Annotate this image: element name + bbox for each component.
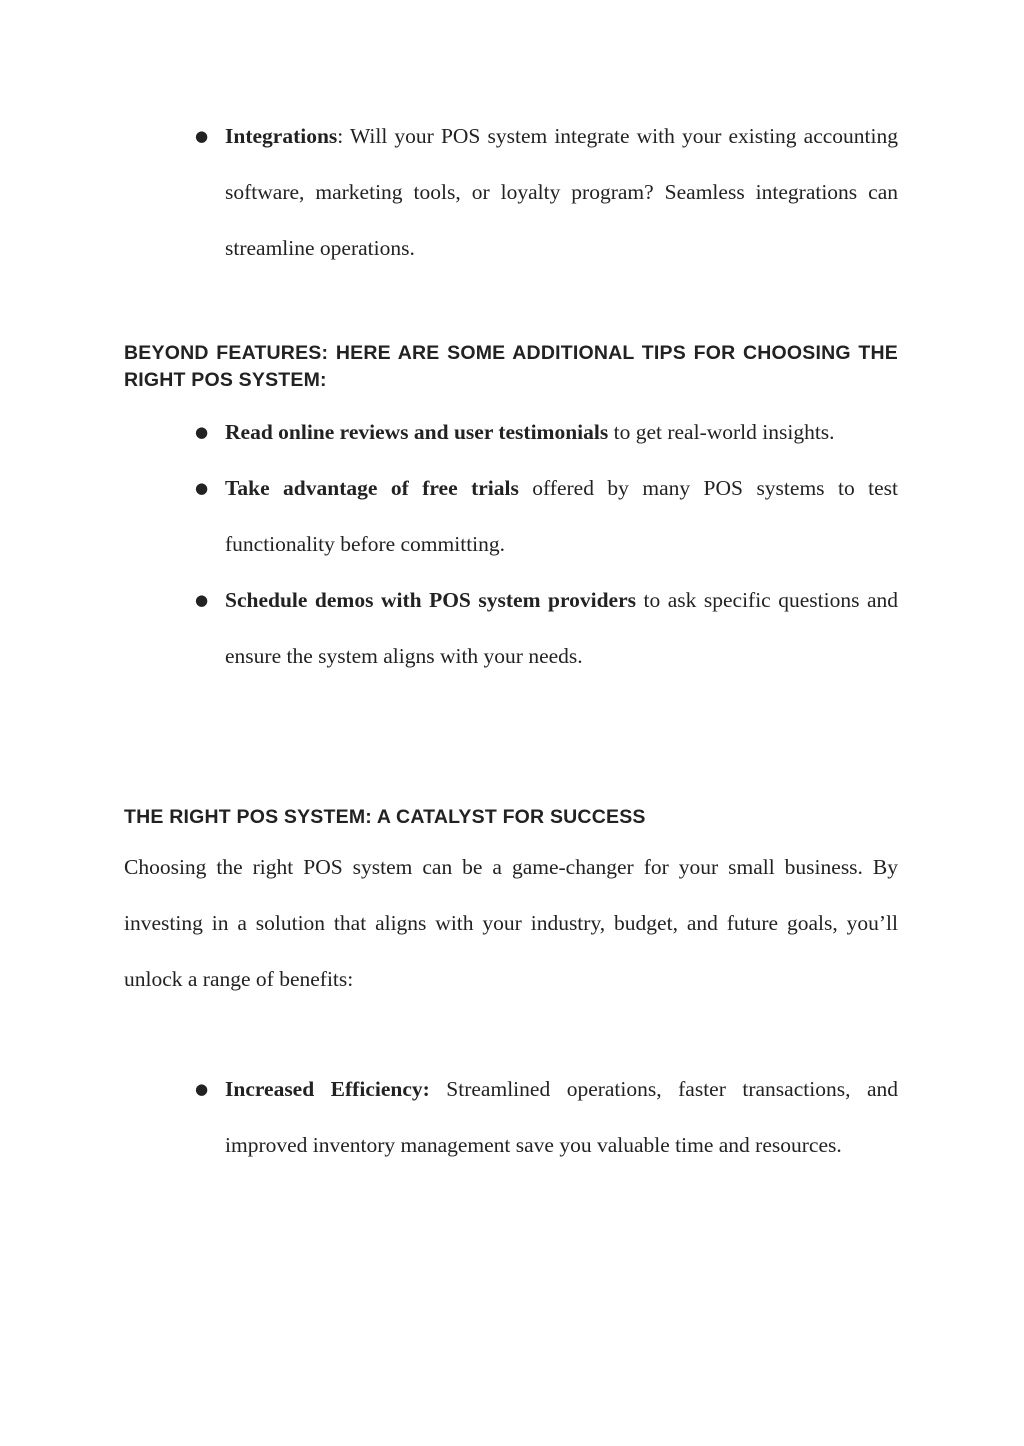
list-item [195,1061,898,1173]
bullet-bold-text: Take advantage of free trials [225,476,519,500]
section-heading-catalyst: THE RIGHT POS SYSTEM: A CATALYST FOR SUCCESS [124,806,646,828]
bullet-list [124,108,898,276]
bullet-bold-text: Read online reviews and user testimonials [225,420,609,444]
list-item [195,572,898,684]
bullet-text: Streamlined operations, faster transactions, and improved inventory management save you valuable time and resources. [225,1077,898,1157]
bullet-icon: ● [195,1080,209,1098]
bullet-icon: ● [195,423,209,441]
list-item [195,460,898,572]
section-heading-tips: BEYOND FEATURES: HERE ARE SOME ADDITIONAL TIPS FOR CHOOSING THE RIGHT POS SYSTEM: [124,342,898,391]
bullet-icon: ● [195,127,209,145]
tips-list [124,404,898,684]
bullet-icon: ● [195,591,209,609]
bullet-icon: ● [195,479,209,497]
bullet-bold-text: Schedule demos with POS system providers [225,588,636,612]
bullet-list [124,1061,898,1173]
list-item [195,108,898,276]
list-item [195,404,898,460]
bullet-text: : Will your POS system integrate with your existing accounting software, marketing tools, or loyalty program? Seamless integrations can streamline operations. [225,124,898,260]
integrations-list [124,108,898,276]
bullet-text: offered by many POS systems to test functionality before committing. [225,476,898,556]
bullet-text: to get real-world insights. [608,420,835,444]
bullet-text: to ask specific questions and ensure the system aligns with your needs. [225,588,898,668]
bullet-list [124,404,898,684]
bullet-bold-text: Increased Efficiency: [225,1077,430,1101]
bullet-bold-text: Integrations [225,124,338,148]
benefits-list [124,1061,898,1173]
body-paragraph: Choosing the right POS system can be a game-changer for your small business. By investing in a solution that aligns with your industry, budget, and future goals, you’ll unlock a range of benefits: [124,855,898,991]
